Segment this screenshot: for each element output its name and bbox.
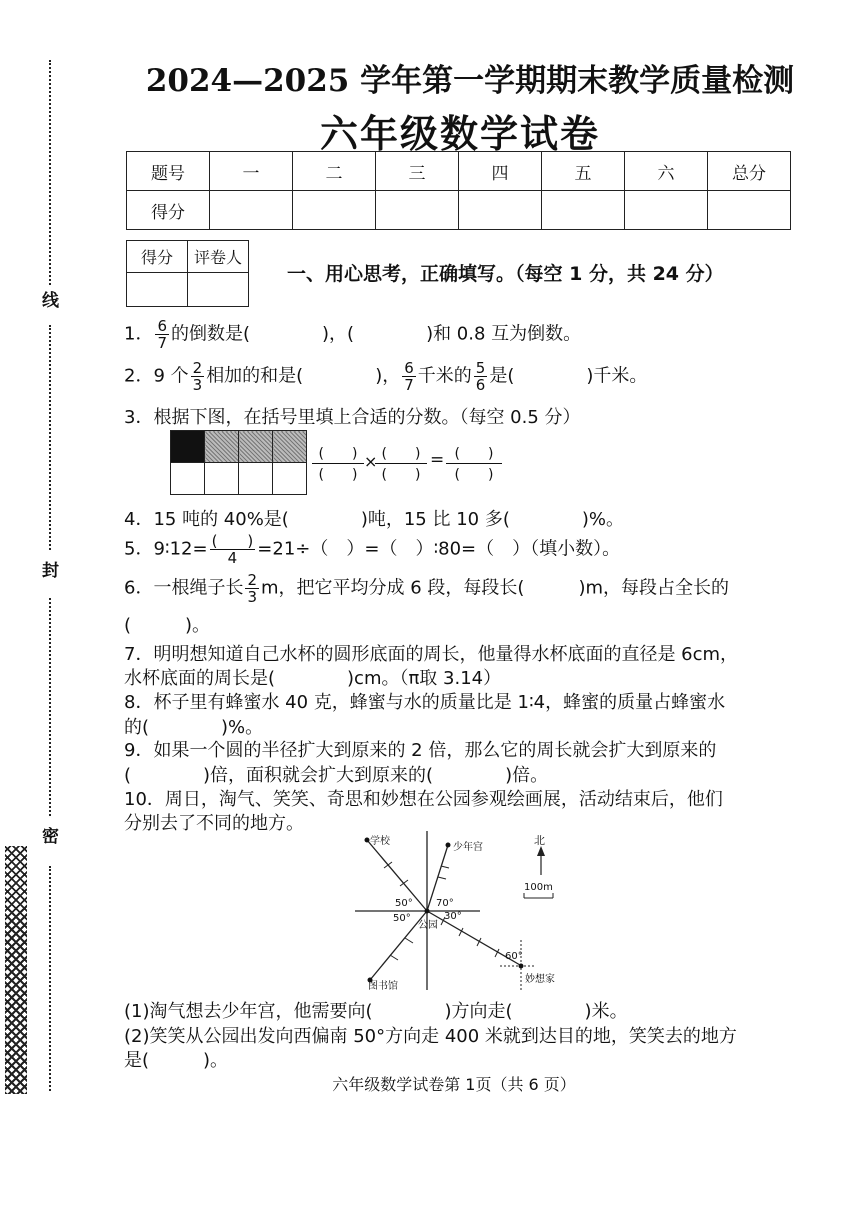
map-angle-label: 60° xyxy=(505,951,523,962)
blank-fraction[interactable]: ( ) ( ) xyxy=(375,443,427,484)
question-5: 5．9∶12= $\frac{( )}{4}$ =21÷（ ）=（ ）∶80=（ ）（填小数）。 xyxy=(124,532,621,567)
blank-fraction[interactable]: ( ) ( ) xyxy=(312,443,364,484)
question-7: 7．明明想知道自己水杯的圆形底面的周长，他量得水杯底面的直径是 6cm， xyxy=(124,644,739,665)
score-input-cell[interactable] xyxy=(542,191,625,230)
blank-fraction[interactable]: ( ) ( ) xyxy=(446,443,502,484)
score-input-cell[interactable] xyxy=(293,191,376,230)
question-9-cont: ( )倍，面积就会扩大到原来的( )倍。 xyxy=(124,765,549,786)
hatch-pattern xyxy=(5,846,27,1094)
map-angle-label: 50° xyxy=(393,913,411,924)
equals-sign: = xyxy=(430,450,445,470)
grader-name-cell[interactable] xyxy=(188,273,249,307)
map-label-library: 图书馆 xyxy=(368,981,398,992)
score-table xyxy=(126,151,791,230)
map-label-youth-palace: 少年宫 xyxy=(453,842,483,853)
score-cell: 一 xyxy=(210,152,293,191)
side-char-feng: 封 xyxy=(42,561,59,581)
grader-score-cell[interactable] xyxy=(127,273,188,307)
section-title: 一、用心思考，正确填写。（每空 1 分，共 24 分） xyxy=(287,263,724,285)
grader-score-label: 得分 xyxy=(127,241,188,273)
score-cell: 四 xyxy=(459,152,542,191)
fraction: $\frac{2}{3}$ xyxy=(247,571,257,606)
score-input-cell[interactable] xyxy=(210,191,293,230)
question-4: 4．15 吨的 40%是( )吨，15 比 10 多( )%。 xyxy=(124,509,624,530)
score-table-score-row xyxy=(127,191,791,230)
score-cell: 三 xyxy=(376,152,459,191)
question-10-2-cont: 是( )。 xyxy=(124,1050,229,1071)
question-8: 8．杯子里有蜂蜜水 40 克，蜂蜜与水的质量比是 1∶4，蜂蜜的质量占蜂蜜水 xyxy=(124,692,726,713)
score-cell: 五 xyxy=(542,152,625,191)
score-table-header-row xyxy=(127,152,791,191)
score-input-cell[interactable] xyxy=(708,191,791,230)
fraction: $\frac{6}{7}$ xyxy=(157,317,167,352)
fraction: $\frac{( )}{4}$ xyxy=(211,532,254,567)
question-3: 3．根据下图，在括号里填上合适的分数。（每空 0.5 分） xyxy=(124,407,581,428)
fraction: $\frac{6}{7}$ xyxy=(404,359,414,394)
times-sign: × xyxy=(364,452,378,471)
fraction-grid-figure xyxy=(170,430,307,495)
map-scale-label: 100m xyxy=(524,882,553,893)
question-6: 6．一根绳子长 $\frac{2}{3}$ m，把它平均分成 6 段，每段长( )m，每段占全长的 xyxy=(124,571,730,606)
question-10-1: (1)淘气想去少年宫，他需要向( )方向走( )米。 xyxy=(124,1001,628,1022)
score-cell: 六 xyxy=(625,152,708,191)
question-1: 1． $\frac{6}{7}$ 的倒数是( )，( )和 0.8 互为倒数。 xyxy=(124,317,582,352)
grader-table xyxy=(126,240,249,307)
map-angle-label: 50° xyxy=(395,898,413,909)
question-7-cont: 水杯底面的周长是( )cm。（π取 3.14） xyxy=(124,668,502,689)
score-cell: 二 xyxy=(293,152,376,191)
score-input-cell[interactable] xyxy=(625,191,708,230)
exam-subtitle: 六年级数学试卷 xyxy=(319,111,600,156)
question-10-cont: 分别去了不同的地方。 xyxy=(124,813,304,834)
fraction: $\frac{5}{6}$ xyxy=(475,359,486,394)
grader-label: 评卷人 xyxy=(188,241,249,273)
question-10-2: (2)笑笑从公园出发向西偏南 50°方向走 400 米就到达目的地，笑笑去的地方 xyxy=(124,1026,737,1047)
side-char-xian: 线 xyxy=(42,291,59,311)
map-angle-label: 70° xyxy=(436,898,454,909)
score-cell: 题号 xyxy=(127,152,210,191)
map-label-miaoxiang-home: 妙想家 xyxy=(525,974,555,985)
exam-title: 2024—2025 学年第一学期期末教学质量检测 xyxy=(145,63,795,99)
question-6-cont: ( )。 xyxy=(124,615,211,636)
map-angle-label: 30° xyxy=(444,911,462,922)
score-input-cell[interactable] xyxy=(459,191,542,230)
question-2: 2．9 个 $\frac{2}{3}$ 相加的和是( )， $\frac{6}{7}$ 千米的 $\frac{5}{6}$ 是( )千米。 xyxy=(124,359,648,394)
map-label-school: 学校 xyxy=(370,836,390,847)
score-cell: 总分 xyxy=(708,152,791,191)
binding-line xyxy=(49,325,51,550)
fraction: $\frac{2}{3}$ xyxy=(192,359,203,394)
map-label-park: 公园 xyxy=(418,920,438,931)
question-9: 9．如果一个圆的半径扩大到原来的 2 倍，那么它的周长就会扩大到原来的 xyxy=(124,740,717,761)
question-10: 10．周日，淘气、笑笑、奇思和妙想在公园参观绘画展，活动结束后，他们 xyxy=(124,789,723,810)
score-input-cell[interactable] xyxy=(376,191,459,230)
score-row-label: 得分 xyxy=(127,191,210,230)
map-north-label: 北 xyxy=(534,834,545,847)
page-footer: 六年级数学试卷第 1页（共 6 页） xyxy=(332,1075,576,1094)
binding-line xyxy=(49,598,51,816)
question-8-cont: 的( )%。 xyxy=(124,717,264,738)
side-char-mi: 密 xyxy=(42,827,59,847)
binding-line xyxy=(49,866,51,1091)
